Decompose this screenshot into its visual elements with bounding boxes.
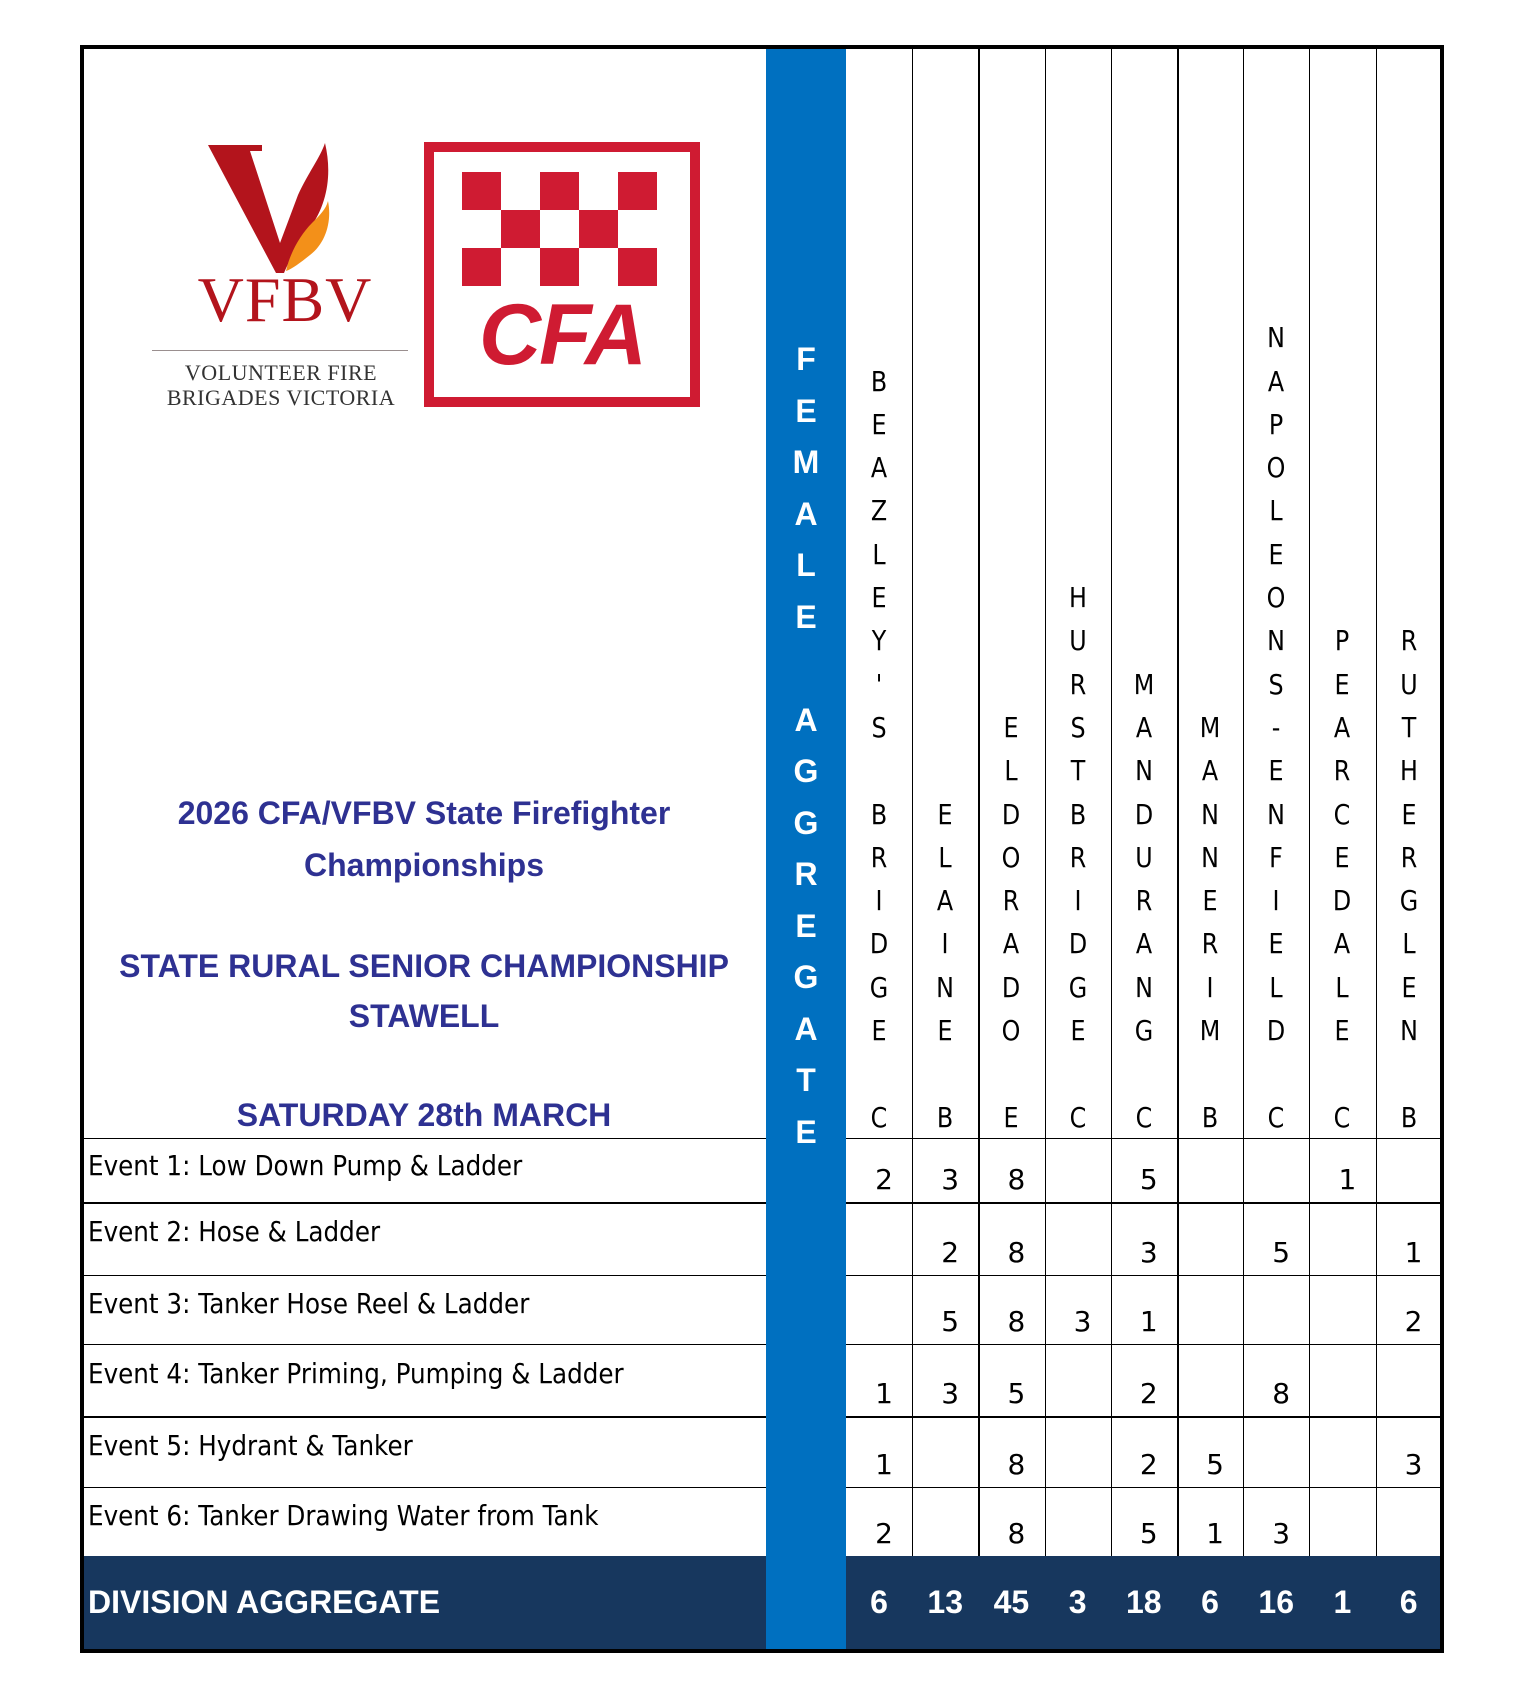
score-cell: 2 (875, 1163, 893, 1196)
team-name-letter: R (1400, 840, 1417, 874)
row-divider (846, 1275, 1440, 1276)
team-name-letter: I (1074, 884, 1082, 918)
score-cell: 5 (1272, 1236, 1291, 1269)
team-class: C (1069, 1101, 1086, 1134)
team-name-letter: E (1268, 537, 1284, 571)
score-cell: 2 (941, 1236, 960, 1269)
team-name-letter: E (937, 797, 953, 831)
row-divider (84, 1202, 766, 1204)
team-name-letter: N (1134, 970, 1153, 1004)
team-name-letter: N (1267, 797, 1286, 831)
team-name-letter: O (1002, 1014, 1021, 1047)
score-cell: 3 (1404, 1448, 1423, 1481)
team-name-letter: E (1401, 797, 1417, 831)
score-cell: 3 (1073, 1305, 1092, 1338)
team-name-letter: R (1135, 884, 1153, 918)
team-name-letter: E (1268, 927, 1284, 961)
team-class: B (1201, 1101, 1219, 1134)
female-aggregate-column-footer (766, 1556, 846, 1649)
score-cell: 1 (875, 1377, 893, 1410)
team-name-letter: U (1135, 840, 1153, 874)
score-cell: 8 (1272, 1377, 1291, 1410)
score-cell: 3 (1272, 1517, 1291, 1550)
team-name-letter: B (1069, 797, 1086, 831)
event-label: Event 1: Low Down Pump & Ladder (88, 1149, 523, 1182)
team-name-letter: O (1266, 581, 1286, 614)
team-name-letter: P (1269, 407, 1284, 441)
team-name-letter: A (1201, 754, 1219, 788)
female-aggregate-letter: A (794, 701, 818, 738)
score-cell: 2 (1404, 1305, 1423, 1338)
female-aggregate-letter: E (795, 598, 817, 635)
event-date: SATURDAY 28th MARCH (236, 1097, 612, 1133)
score-cell: 5 (1007, 1377, 1026, 1410)
vfbv-subtitle-line1: VOLUNTEER FIRE (184, 360, 378, 385)
team-name-letter: D (1068, 927, 1087, 961)
division-aggregate-total: 6 (1399, 1584, 1418, 1620)
team-name-letter: S (1070, 710, 1086, 744)
team-name-letter: A (1135, 710, 1152, 744)
female-aggregate-letter: A (794, 1010, 818, 1047)
score-cell: 2 (1139, 1377, 1158, 1410)
team-name-letter: C (1334, 797, 1351, 831)
event-label: Event 6: Tanker Drawing Water from Tank (88, 1499, 599, 1532)
event-label: Event 3: Tanker Hose Reel & Ladder (88, 1287, 530, 1320)
vfbv-wordmark: VFBV (197, 264, 373, 335)
team-name-letter: R (1201, 927, 1219, 961)
team-name-letter: A (870, 451, 888, 485)
row-divider (84, 1275, 766, 1276)
row-divider (846, 1487, 1440, 1488)
team-name-letter: B (870, 797, 888, 831)
score-cell: 2 (875, 1517, 893, 1550)
row-divider (84, 1416, 766, 1418)
female-aggregate-letter: F (796, 341, 816, 377)
team-name-letter: G (1134, 1014, 1154, 1047)
team-name-letter: E (937, 1014, 953, 1047)
team-name-letter: Z (870, 494, 888, 528)
row-divider (84, 1138, 766, 1139)
team-name-letter: E (1003, 710, 1019, 744)
team-name-letter: A (1135, 927, 1152, 961)
team-name-letter: U (1399, 667, 1418, 701)
team-name-letter: L (1335, 970, 1350, 1004)
team-name-letter: I (941, 927, 949, 961)
team-name-letter: E (871, 1014, 887, 1047)
female-aggregate-letter: G (793, 804, 819, 841)
column-divider (1309, 49, 1310, 1556)
team-name-letter: Y (871, 624, 887, 658)
row-divider (846, 1138, 1440, 1139)
team-name-letter: L (872, 537, 886, 571)
team-name-letter: ' (875, 667, 883, 701)
team-class: E (1003, 1101, 1019, 1134)
division-aggregate-total: 6 (1201, 1584, 1219, 1620)
team-name-letter: L (1004, 754, 1019, 788)
team-name-letter: N (1267, 321, 1286, 355)
team-name-letter: A (1334, 710, 1351, 744)
row-divider (84, 1487, 766, 1488)
team-name-letter: D (869, 927, 889, 961)
score-cell: 1 (1404, 1236, 1423, 1269)
team-name-letter: M (1199, 1014, 1221, 1047)
team-name-letter: G (1399, 884, 1418, 918)
female-aggregate-letter: T (796, 1062, 816, 1098)
team-name-letter: D (1134, 797, 1153, 831)
team-name-letter: D (1002, 970, 1021, 1004)
team-name-letter: L (1269, 494, 1283, 528)
team-name-letter: R (1400, 624, 1417, 658)
column-divider (912, 49, 913, 1556)
team-name-letter: A (1334, 927, 1351, 961)
score-cell: 5 (1206, 1448, 1224, 1481)
female-aggregate-letter: A (794, 495, 818, 532)
division-aggregate-total: 13 (927, 1584, 963, 1620)
team-name-letter: A (937, 884, 954, 918)
score-cell: 5 (941, 1305, 960, 1338)
team-name-letter: E (871, 407, 887, 441)
team-name-letter: D (1333, 884, 1352, 918)
division-aggregate-total: 6 (870, 1584, 888, 1620)
female-aggregate-letter: E (795, 392, 817, 429)
row-divider (84, 1344, 766, 1345)
team-name-letter: I (875, 884, 883, 918)
score-cell: 8 (1007, 1305, 1026, 1338)
team-name-letter: S (871, 710, 887, 744)
vfbv-divider (152, 350, 408, 351)
team-class: C (1334, 1101, 1351, 1134)
score-cell: 1 (875, 1448, 893, 1481)
column-divider (1243, 49, 1244, 1556)
team-name-letter: E (1334, 840, 1350, 874)
team-name-letter: E (1334, 1014, 1350, 1047)
score-cell: 8 (1007, 1448, 1026, 1481)
event-label: Event 5: Hydrant & Tanker (88, 1429, 413, 1462)
team-name-letter: - (1271, 710, 1281, 744)
team-name-letter: N (936, 970, 955, 1004)
female-aggregate-letter: L (796, 547, 816, 583)
division-aggregate-label: DIVISION AGGREGATE (88, 1584, 441, 1620)
division-aggregate-total: 16 (1258, 1584, 1294, 1620)
cfa-logo (424, 142, 700, 407)
team-name-letter: G (869, 970, 889, 1004)
team-name-letter: R (1069, 840, 1086, 874)
team-name-letter: E (1334, 667, 1350, 701)
score-cell: 8 (1007, 1236, 1026, 1269)
division-aggregate-total: 18 (1126, 1584, 1162, 1620)
score-cell: 1 (1139, 1305, 1158, 1338)
team-name-letter: L (1269, 970, 1283, 1004)
team-name-letter: H (1068, 581, 1087, 614)
team-class: C (1267, 1101, 1285, 1134)
team-name-letter: I (1272, 884, 1280, 918)
division-aggregate-total: 45 (993, 1584, 1030, 1620)
team-name-letter: N (1399, 1014, 1418, 1047)
row-divider (846, 1344, 1440, 1345)
team-name-letter: R (1069, 667, 1086, 701)
score-cell: 1 (1338, 1163, 1357, 1196)
team-name-letter: N (1134, 754, 1153, 788)
team-name-letter: E (1070, 1014, 1086, 1047)
vfbv-subtitle-line2: BRIGADES VICTORIA (166, 385, 396, 410)
female-aggregate-letter: E (795, 1113, 817, 1150)
row-divider (846, 1202, 1440, 1204)
team-name-letter: M (1133, 667, 1155, 701)
championship-line1: STATE RURAL SENIOR CHAMPIONSHIP (119, 948, 729, 984)
female-aggregate-letter: M (792, 444, 820, 480)
score-cell: 2 (1139, 1448, 1158, 1481)
team-name-letter: A (1268, 364, 1285, 398)
team-name-letter: L (1401, 927, 1416, 961)
female-aggregate-column (766, 49, 846, 1649)
female-aggregate-letter: R (794, 856, 818, 892)
score-cell: 3 (941, 1377, 960, 1410)
team-name-letter: G (1068, 970, 1087, 1004)
female-aggregate-letter: G (793, 753, 819, 789)
team-class: C (870, 1101, 888, 1134)
team-class: C (1135, 1101, 1153, 1134)
score-cell: 5 (1139, 1163, 1158, 1196)
championship-venue: STAWELL (348, 998, 500, 1034)
team-name-letter: T (1070, 754, 1085, 788)
team-name-letter: T (1401, 710, 1416, 744)
event-label: Event 2: Hose & Ladder (88, 1215, 381, 1248)
team-name-letter: E (1202, 884, 1218, 918)
team-name-letter: F (1269, 840, 1284, 874)
team-name-letter: U (1068, 624, 1087, 658)
team-name-letter: B (870, 364, 888, 398)
title-line1: 2026 CFA/VFBV State Firefighter (177, 795, 671, 831)
score-cell: 8 (1007, 1517, 1026, 1550)
cfa-wordmark: CFA (479, 287, 645, 383)
team-class: B (1400, 1101, 1417, 1134)
score-cell: 5 (1139, 1517, 1158, 1550)
team-name-letter: R (1334, 754, 1351, 788)
team-name-letter: N (1267, 624, 1286, 658)
team-name-letter: L (938, 840, 952, 874)
team-name-letter: N (1201, 840, 1219, 874)
team-name-letter: I (1206, 970, 1214, 1004)
team-name-letter: M (1199, 710, 1221, 744)
division-aggregate-total: 1 (1333, 1584, 1352, 1620)
team-name-letter: R (1003, 884, 1020, 918)
team-name-letter: A (1003, 927, 1020, 961)
team-name-letter: D (1267, 1014, 1286, 1047)
team-name-letter: D (1002, 797, 1021, 831)
score-cell: 1 (1206, 1517, 1224, 1550)
team-name-letter: S (1268, 667, 1284, 701)
event-label: Event 4: Tanker Priming, Pumping & Ladder (88, 1357, 624, 1390)
team-name-letter: H (1399, 754, 1418, 788)
team-name-letter: R (870, 840, 888, 874)
row-divider (846, 1416, 1440, 1418)
team-name-letter: P (1335, 624, 1350, 658)
female-aggregate-letter: G (793, 959, 819, 995)
column-divider (1376, 49, 1377, 1556)
team-name-letter: E (1268, 754, 1284, 788)
team-name-letter: E (871, 581, 887, 614)
team-name-letter: O (1266, 451, 1286, 485)
team-name-letter: N (1201, 797, 1219, 831)
score-cell: 8 (1007, 1163, 1026, 1196)
team-name-letter: E (1401, 970, 1417, 1004)
team-name-letter: O (1002, 840, 1021, 874)
title-line2: Championships (303, 847, 544, 883)
female-aggregate-letter: E (795, 907, 817, 944)
team-class: B (937, 1101, 954, 1134)
score-cell: 3 (941, 1163, 960, 1196)
score-cell: 3 (1139, 1236, 1158, 1269)
vfbv-flame-v-icon (200, 143, 340, 278)
division-aggregate-total: 3 (1068, 1584, 1087, 1620)
